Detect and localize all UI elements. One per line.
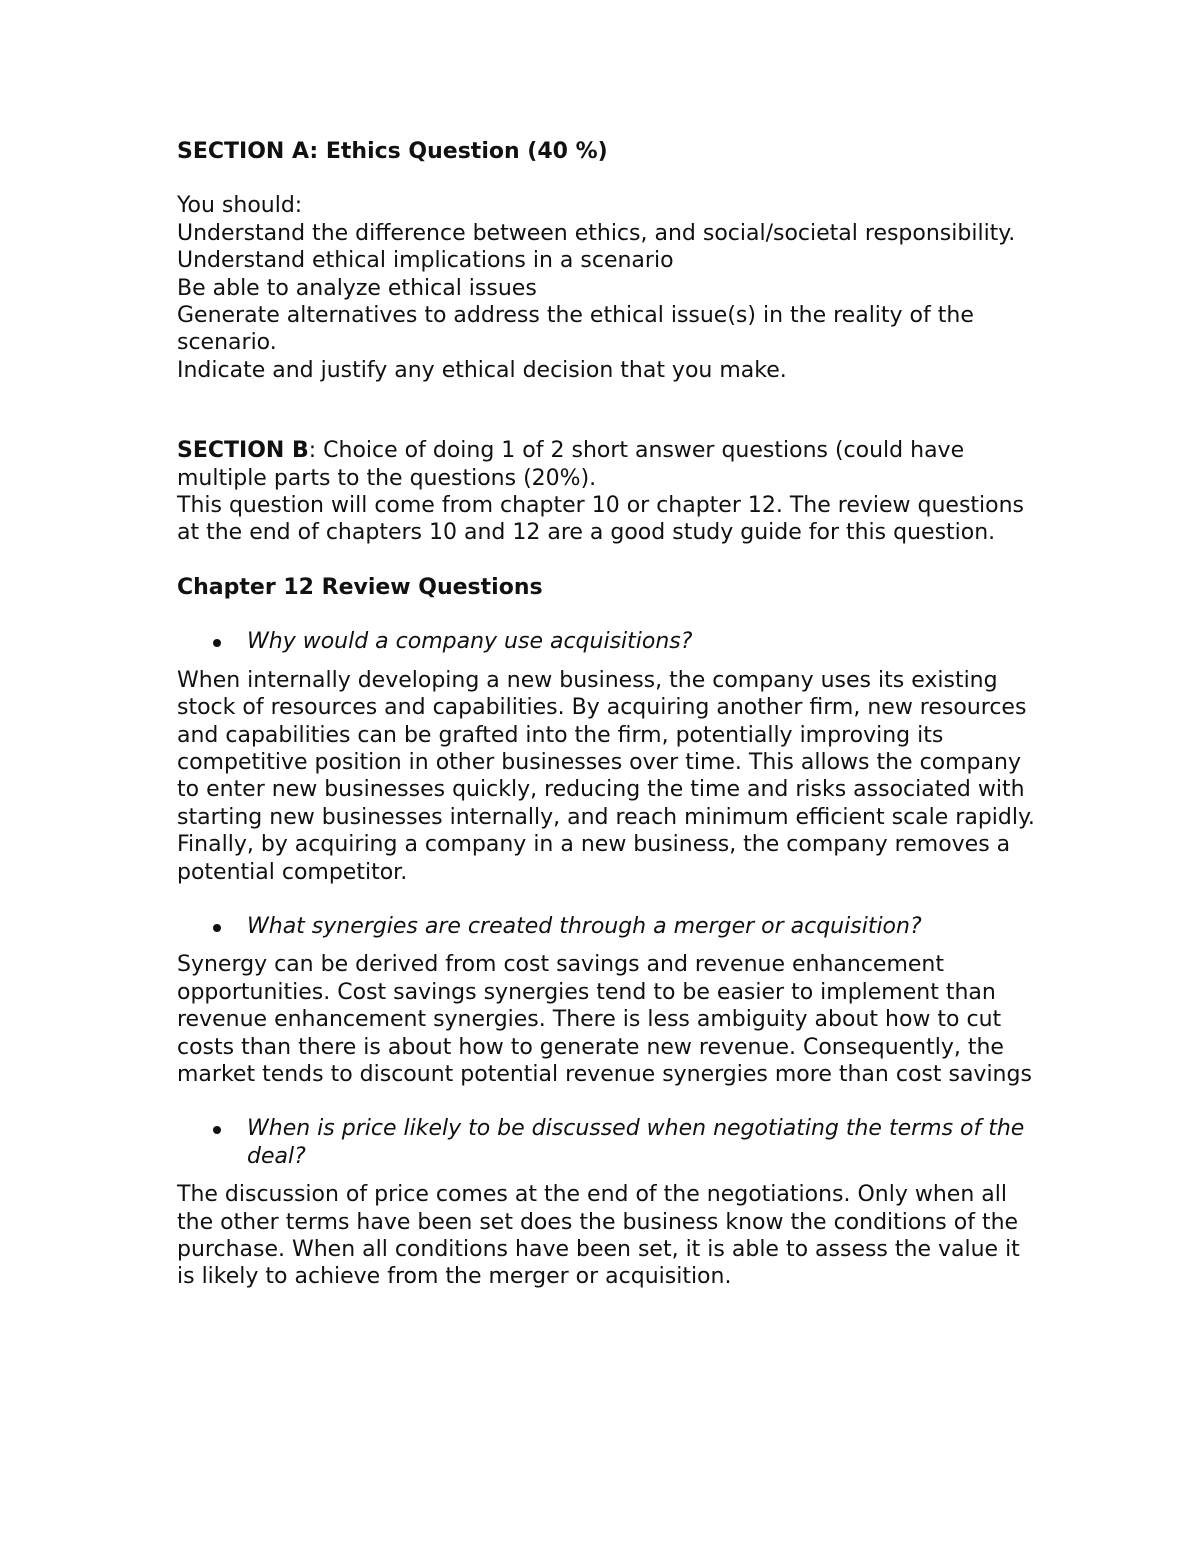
review-question-text: Why would a company use acquisitions? <box>247 629 693 655</box>
section-a-item: Understand ethical implications in a scenario <box>177 248 674 274</box>
review-question <box>177 913 1037 940</box>
review-question <box>177 1115 1037 1170</box>
chapter12-heading: Chapter 12 Review Questions <box>177 574 543 600</box>
section-a-item: Be able to analyze ethical issues <box>177 275 537 301</box>
section-a-item: Understand the difference between ethics, and social/societal responsibility. <box>177 220 1016 246</box>
review-answer: When internally developing a new business, the company uses its existing stock of resources and capabilities. By acquiring another firm, new resources and capabilities can be grafted into the firm, potentially improving its competitive position in other businesses over time. This allows the company to enter new businesses quickly, reducing the time and risks associated with starting new businesses internally, and reach minimum efficient scale rapidly. Finally, by acquiring a company in a new business, the company removes a potential competitor. <box>177 667 1035 885</box>
review-question-text: When is price likely to be discussed when negotiating the terms of the deal? <box>247 1116 1025 1169</box>
bullet-icon <box>213 924 221 932</box>
section-b-paragraph <box>177 437 1037 492</box>
bullet-icon <box>213 1126 221 1134</box>
section-b-note: This question will come from chapter 10 or chapter 12. The review questions at the end of chapters 10 and 12 are a good study guide for this question. <box>177 493 1025 546</box>
bullet-icon <box>213 639 221 647</box>
section-b-label: SECTION B <box>177 438 309 464</box>
section-a-intro: You should: <box>177 193 303 219</box>
section-a-item: Indicate and justify any ethical decision that you make. <box>177 357 787 383</box>
review-answer: Synergy can be derived from cost savings and revenue enhancement opportunities. Cost savings synergies tend to be easier to implement than revenue enhancement synergies. There is less ambiguity about how to cut costs than there is about how to generate new revenue. Consequently, the market tends to discount potential revenue synergies more than cost savings <box>177 952 1032 1087</box>
review-question <box>177 628 1037 655</box>
review-question-text: What synergies are created through a merger or acquisition? <box>247 913 922 939</box>
section-b-text: : Choice of doing 1 of 2 short answer questions (could have multiple parts to the questions (20%). <box>177 438 965 491</box>
section-a-title: SECTION A: Ethics Question (40 %) <box>177 139 608 164</box>
section-a-item: Generate alternatives to address the ethical issue(s) in the reality of the scenario. <box>177 303 974 356</box>
document-page <box>177 138 1037 1318</box>
review-answer: The discussion of price comes at the end of the negotiations. Only when all the other terms have been set does the business know the conditions of the purchase. When all conditions have been set, it is able to assess the value it is likely to achieve from the merger or acquisition. <box>177 1182 1020 1290</box>
